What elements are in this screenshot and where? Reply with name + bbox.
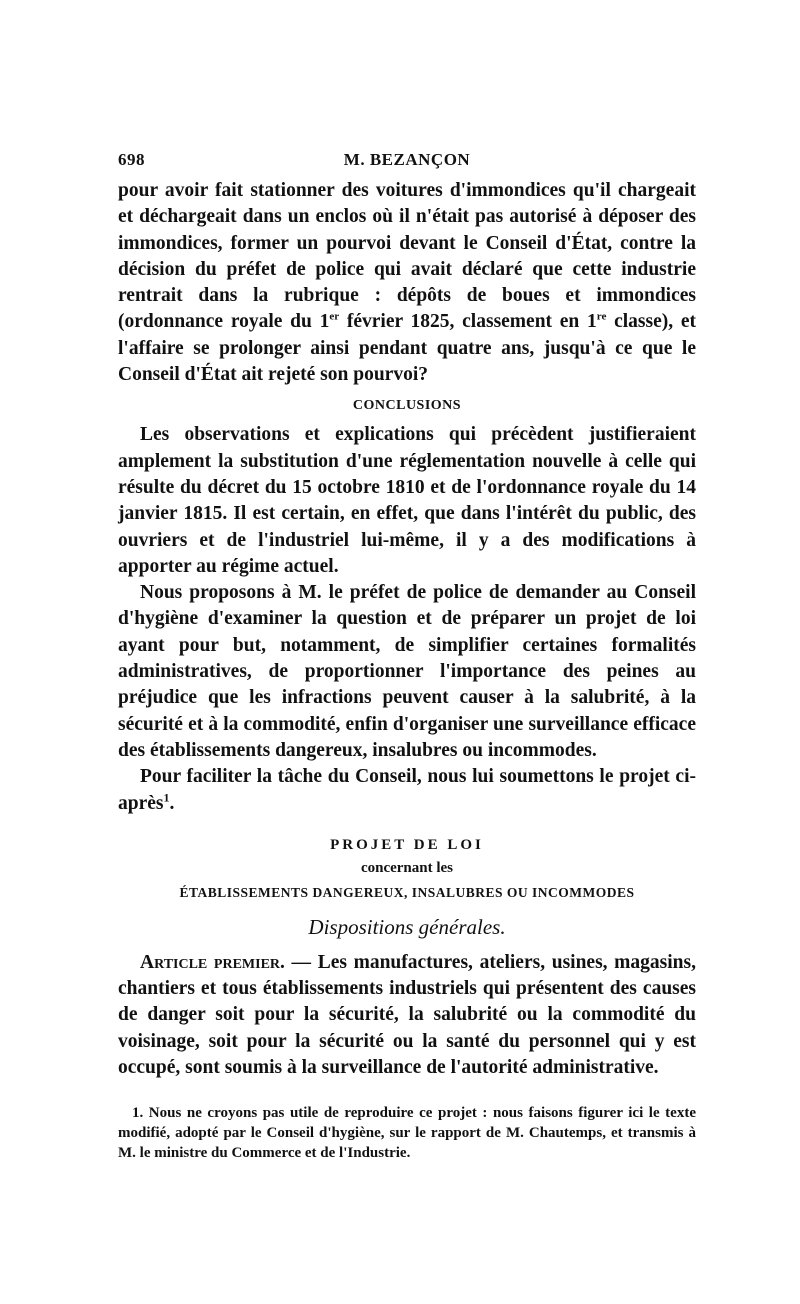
- paragraph-4: [118, 764, 696, 817]
- footnote: [118, 1103, 696, 1163]
- projet-subject: ÉTABLISSEMENTS DANGEREUX, INSALUBRES OU INCOMMODES: [179, 884, 635, 900]
- superscript-er: er: [329, 310, 340, 323]
- paragraph-1-text: pour avoir fait stationner des voitures d'immondices qu'il chargeait et déchargeait dans un enclos où il n'était pas autorisé à déposer des immondices, former un pourvoi devant le Conseil d'État, contre la décision du préfet de police qui avait déclaré que cette industrie rentrait dans la rubrique : dépôts de boues et immondices (ordonnance royale du 1: [118, 180, 696, 333]
- paragraph-3: Nous proposons à M. le préfet de police de demander au Conseil d'hygiène d'examiner la question et de préparer un projet de loi ayant pour but, notamment, de simplifier certaines formalités administratives, de proportionner l'importance des peines au préjudice que les infractions peuvent causer à la salubrité, à la sécurité et à la commodité, enfin d'organiser une surveillance efficace des établissements dangereux, insalubres ou incommodes.: [118, 582, 696, 761]
- article-label: Article premier.: [140, 951, 285, 973]
- paragraph-1-middle: février 1825, classement en 1: [339, 311, 597, 333]
- page: [118, 148, 696, 1178]
- paragraph-2: Les observations et explications qui précèdent justifieraient amplement la substitution d'une réglementation nouvelle à celle qui résulte du décret du 15 octobre 1810 et de l'ordonnance royale du 14 janvier 1815. Il est certain, en effet, que dans l'intérêt du public, des ouvriers et de l'industriel lui-même, il y a des modifications à apporter au régime actuel.: [118, 424, 696, 577]
- running-head: [118, 148, 696, 178]
- footnote-reference: 1: [163, 790, 170, 805]
- footnote-number: 1.: [132, 1105, 144, 1122]
- running-title: M. BEZANÇON: [343, 150, 471, 169]
- footnote-text: Nous ne croyons pas utile de reproduire ce projet : nous faisons figurer ici le texte modifié, adopté par le Conseil d'hygiène, sur le rapport de M. Chautemps, et transmis à M. le ministre du Commerce et de l'Industrie.: [118, 1105, 696, 1162]
- projet-subtitle: concernant les: [360, 859, 454, 876]
- paragraph-1: [118, 178, 696, 388]
- article-text: — Les manufactures, ateliers, usines, magasins, chantiers et tous établissements industriels qui présentent des causes de danger soit pour la sécurité, la salubrité ou la commodité du voisinage, soit pour la sécurité ou la santé du personnel qui y est occupé, sont soumis à la surveillance de l'autorité administrative.: [118, 951, 696, 1079]
- page-number: 698: [118, 150, 145, 169]
- dispositions-heading: Dispositions générales.: [308, 914, 506, 939]
- conclusions-heading: CONCLUSIONS: [352, 398, 462, 414]
- paragraph-4-text: Pour faciliter la tâche du Conseil, nous lui soumettons le projet ci-après: [118, 766, 696, 814]
- paragraph-4-end: .: [169, 792, 175, 814]
- superscript-re: re: [596, 310, 607, 323]
- article-premier: [118, 950, 696, 1081]
- projet-title: PROJET DE LOI: [330, 836, 484, 853]
- paragraph-1-end: classe), et l'affaire se prolonger ainsi pendant quatre ans, jusqu'à ce que le Conseil d'État ait rejeté son pourvoi?: [118, 311, 697, 386]
